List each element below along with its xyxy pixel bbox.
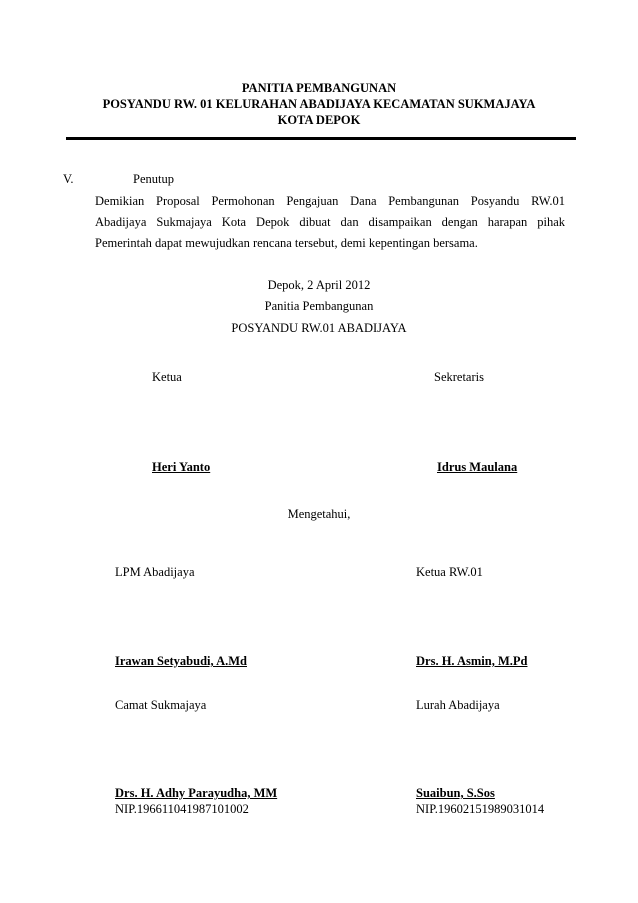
lpm-title: LPM Abadijaya [115,565,195,579]
organization-name: POSYANDU RW.01 ABADIJAYA [231,321,407,335]
closing-paragraph-line: Abadijaya Sukmajaya Kota Depok dibuat dan disampaikan dengan harapan pihak [95,215,565,229]
chair-title: Ketua [152,370,182,384]
letterhead-divider [66,137,576,140]
secretary-title: Sekretaris [434,370,484,384]
acknowledged-label: Mengetahui, [287,507,351,521]
letterhead-line-3: KOTA DEPOK [277,113,361,127]
place-date: Depok, 2 April 2012 [267,278,371,292]
secretary-signatory-name: Idrus Maulana [437,460,518,474]
letterhead-line-1: PANITIA PEMBANGUNAN [241,81,397,95]
section-number: V. [63,172,74,186]
letterhead-line-2: POSYANDU RW. 01 KELURAHAN ABADIJAYA KECAMATAN SUKMAJAYA [102,97,536,111]
camat-signatory-name: Drs. H. Adhy Parayudha, MM [115,786,278,800]
closing-paragraph-line: Demikian Proposal Permohonan Pengajuan Dana Pembangunan Posyandu RW.01 [95,194,565,208]
lurah-nip: NIP.19602151989031014 [416,802,545,816]
camat-title: Camat Sukmajaya [115,698,207,712]
section-title: Penutup [133,172,174,186]
camat-nip: NIP.196611041987101002 [115,802,249,816]
lurah-title: Lurah Abadijaya [416,698,500,712]
closing-paragraph-line: Pemerintah dapat mewujudkan rencana tersebut, demi kepentingan bersama. [95,236,478,250]
lpm-signatory-name: Irawan Setyabudi, A.Md [115,654,247,668]
committee-name: Panitia Pembangunan [264,299,374,313]
chair-signatory-name: Heri Yanto [152,460,211,474]
rw-title: Ketua RW.01 [416,565,483,579]
lurah-signatory-name: Suaibun, S.Sos [416,786,495,800]
rw-signatory-name: Drs. H. Asmin, M.Pd [416,654,528,668]
